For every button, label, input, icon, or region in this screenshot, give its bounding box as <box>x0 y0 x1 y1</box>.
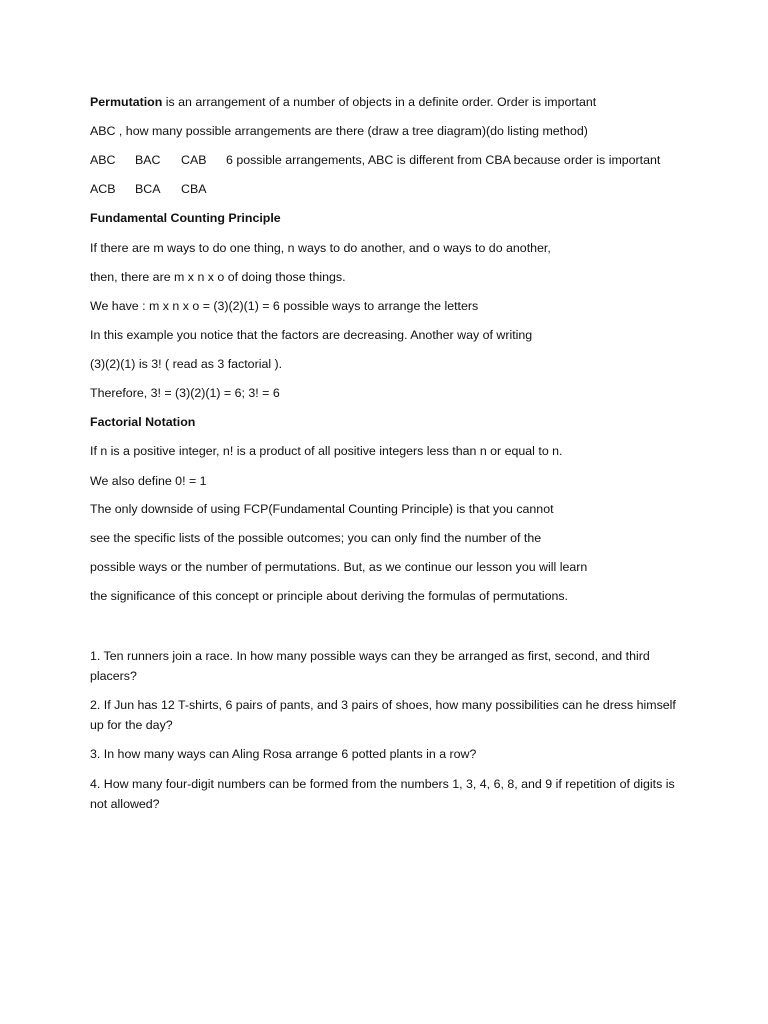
arrangement-item: ABC <box>90 153 116 167</box>
question-item: 1. Ten runners join a race. In how many possible ways can they be arranged as first, second, and third placers? <box>90 649 650 683</box>
question-item: 2. If Jun has 12 T-shirts, 6 pairs of pants, and 3 pairs of shoes, how many possibilities can he dress himself up for the day? <box>90 698 676 732</box>
factorial-line: We also define 0! = 1 <box>90 474 207 488</box>
arrangements-row-1 <box>0 150 768 170</box>
arrangement-item: CBA <box>181 182 207 196</box>
fcp-line: We have : m x n x o = (3)(2)(1) = 6 possible ways to arrange the letters <box>90 299 479 313</box>
arrangement-item: BAC <box>135 153 161 167</box>
arrangements-row-2 <box>0 179 768 199</box>
fcp-line: Therefore, 3! = (3)(2)(1) = 6; 3! = 6 <box>90 386 280 400</box>
fcp-heading: Fundamental Counting Principle <box>90 211 281 225</box>
question-item: 4. How many four-digit numbers can be formed from the numbers 1, 3, 4, 6, 8, and 9 if repetition of digits is not allowed? <box>90 777 675 811</box>
permutation-definition-text: is an arrangement of a number of objects in a definite order. Order is important <box>162 95 597 109</box>
factorial-line: possible ways or the number of permutations. But, as we continue our lesson you will learn <box>90 560 588 574</box>
fcp-line: In this example you notice that the factors are decreasing. Another way of writing <box>90 328 533 342</box>
factorial-line: If n is a positive integer, n! is a product of all positive integers less than n or equal to n. <box>90 444 563 458</box>
arrangement-question: ABC , how many possible arrangements are there (draw a tree diagram)(do listing method) <box>90 124 588 138</box>
factorial-line: see the specific lists of the possible outcomes; you can only find the number of the <box>90 531 542 545</box>
fcp-line: (3)(2)(1) is 3! ( read as 3 factorial ). <box>90 357 283 371</box>
permutation-definition <box>90 92 596 112</box>
question-item: 3. In how many ways can Aling Rosa arrange 6 potted plants in a row? <box>90 747 477 761</box>
fcp-line: then, there are m x n x o of doing those things. <box>90 270 346 284</box>
fcp-line: If there are m ways to do one thing, n ways to do another, and o ways to do another, <box>90 241 551 255</box>
factorial-line: The only downside of using FCP(Fundamental Counting Principle) is that you cannot <box>90 502 554 516</box>
factorial-heading: Factorial Notation <box>90 415 196 429</box>
arrangement-item: CAB <box>181 153 207 167</box>
arrangement-item: ACB <box>90 182 116 196</box>
arrangement-note: 6 possible arrangements, ABC is different from CBA because order is important <box>226 153 661 167</box>
factorial-line: the significance of this concept or principle about deriving the formulas of permutations. <box>90 589 568 603</box>
arrangement-item: BCA <box>135 182 161 196</box>
permutation-term: Permutation <box>90 95 163 109</box>
